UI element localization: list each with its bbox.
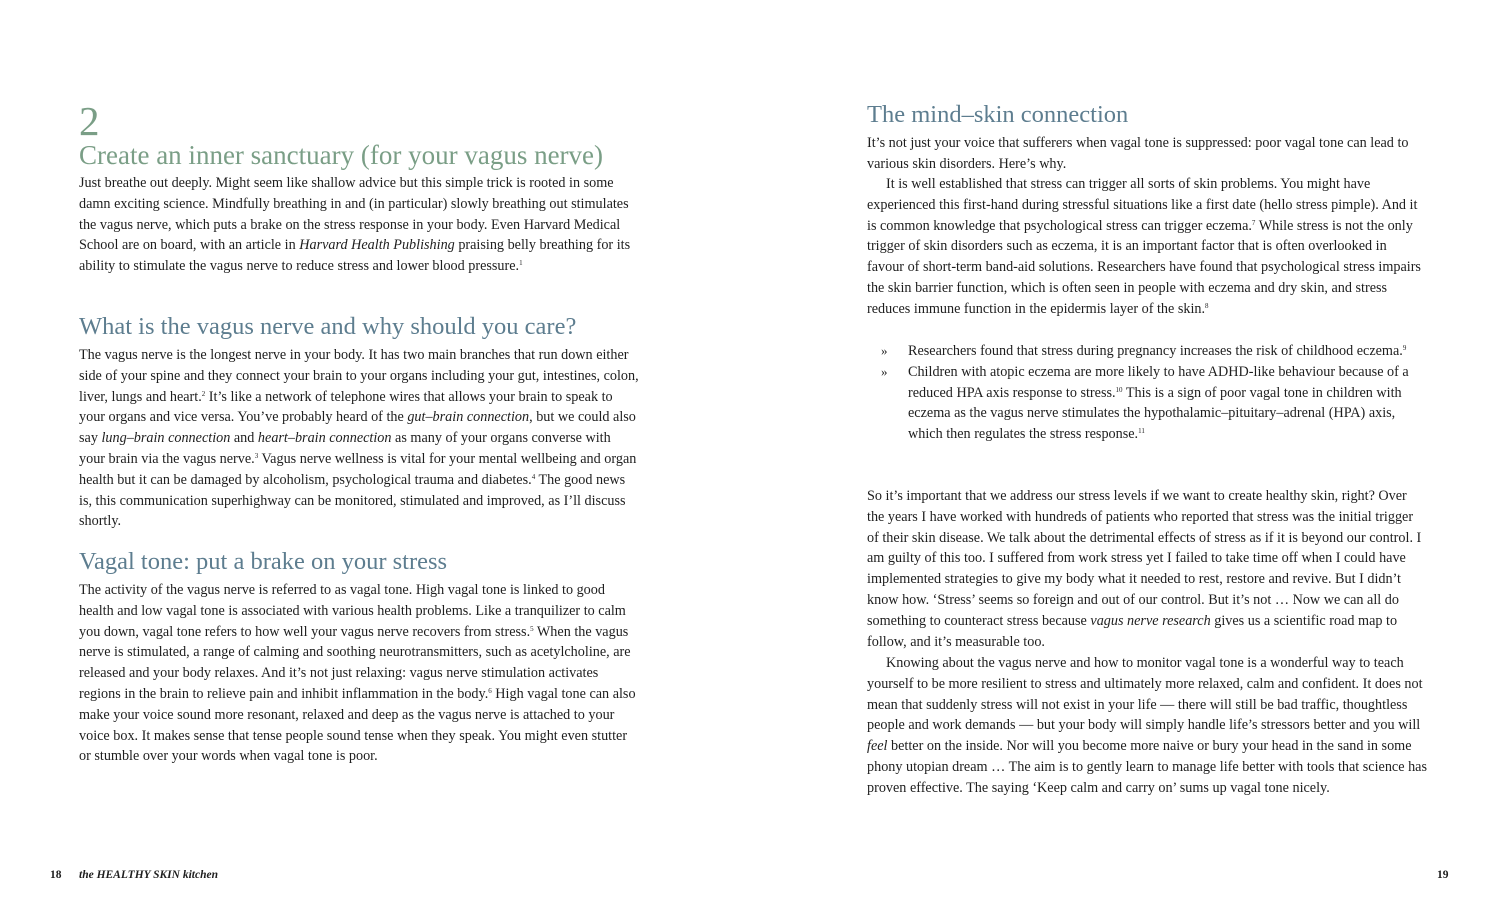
footnote-ref: 6 [488, 686, 492, 695]
footnote-ref: 10 [1115, 385, 1123, 394]
page-number-left: 18 [50, 869, 62, 881]
footnote-ref: 7 [1251, 218, 1256, 227]
section-heading-vagus-nerve: What is the vagus nerve and why should you care? [79, 313, 577, 340]
italic-text: feel [867, 738, 888, 755]
footnote-ref: 5 [530, 624, 534, 633]
mind-skin-paragraph-2: It is well established that stress can trigger all sorts of skin problems. You might have experienced this first-hand during stressful situations like a first date (hello stress pimple). And it is common knowledge that psychological stress can trigger eczema.$^7$ While stress is not the only trigger of skin disorders such as eczema, it is an important factor that is often overlooked in favour of short-term band-aid solutions. Researchers have found that psychological stress impairs the skin barrier function, which is often seen in people with eczema and dry skin, and stress reduces immune function in the epidermis layer of the skin.$^8$ [867, 176, 1421, 317]
chapter-title: Create an inner sanctuary (for your vagus nerve) [79, 140, 604, 170]
footnote-ref: 3 [254, 451, 259, 460]
section-heading-mind-skin: The mind–skin connection [867, 101, 1129, 128]
italic-text: Harvard Health Publishing [299, 237, 455, 254]
footnote-ref: 2 [201, 389, 206, 398]
mind-skin-paragraph-1: It’s not just your voice that sufferers when vagal tone is suppressed: poor vagal tone can lead to various skin disorders. Here’s why. [867, 135, 1409, 172]
section-heading-vagal-tone: Vagal tone: put a brake on your stress [79, 548, 448, 575]
bullet-text: Researchers found that stress during pregnancy increases the risk of childhood eczema.$^9$ [908, 343, 1407, 359]
footnote-ref: 4 [531, 472, 536, 481]
bullet-text: Children with atopic eczema are more likely to have ADHD-like behaviour because of a reduced HPA axis response to stress.$^{10}$ This is a sign of poor vagal tone in children with eczema as the vagus nerve stimulates the hypothalamic–pituitary–adrenal (HPA) axis, which then regulates the stress response.$^{11}$ [908, 363, 1409, 443]
vagal-tone-paragraph: The activity of the vagus nerve is referred to as vagal tone. High vagal tone is linked to good health and low vagal tone is associated with various health problems. Like a tranquilizer to calm you down, vagal tone refers to how well your vagus nerve recovers from stress.$^5$ When the vagus nerve is stimulated, a range of calming and soothing neurotransmitters, such as acetylcholine, are released and your body relaxes. And it’s not just relaxing: vagus nerve stimulation activates regions in the brain to relieve pain and inhibit inflammation in the body.$^6$ High vagal tone can also make your voice sound more resonant, relaxed and deep as the vagus nerve is attached to your voice box. It makes sense that tense people sound tense when they speak. You might even stutter or stumble over your words when vagal tone is poor. [79, 582, 636, 765]
right-page [750, 0, 1500, 923]
footnote-ref: 8 [1205, 301, 1209, 310]
footnote-ref: 1 [519, 259, 523, 268]
footnote-ref: 11 [1138, 427, 1145, 436]
page-number-right: 19 [1437, 869, 1449, 881]
list-item [867, 362, 1427, 445]
italic-text: heart–brain connection [257, 430, 392, 447]
bullet-marker: » [881, 363, 888, 379]
chapter-number: 2 [79, 98, 100, 144]
italic-text: vagus nerve research [1090, 612, 1211, 629]
list-item [867, 341, 1427, 362]
vagus-nerve-paragraph: The vagus nerve is the longest nerve in your body. It has two main branches that run down either side of your spine and they connect your brain to your organs including your gut, intestines, colon, liver, lungs and heart.$^2$ It’s like a network of telephone wires that allows your brain to speak to your organs and vice versa. You’ve probably heard of the gut–brain connection, but we could also say lung–brain connection and heart–brain connection as many of your organs converse with your brain via the vagus nerve.$^3$ Vagus nerve wellness is vital for your mental wellbeing and organ health but it can be damaged by alcoholism, psychological trauma and diabetes.$^4$ The good news is, this communication superhighway can be monitored, stimulated and improved, as I’ll discuss shortly. [79, 347, 639, 530]
research-bullet-list [867, 341, 1427, 445]
italic-text: lung–brain connection [101, 430, 231, 447]
mind-skin-paragraph-3: So it’s important that we address our stress levels if we want to create healthy skin, right? Over the years I have worked with hundreds of patients who reported that stress was the initial trigger of their skin disease. We talk about the detrimental effects of stress as if it is beyond our control. I am guilty of this too. I suffered from work stress yet I failed to take time off when I could have implemented strategies to give my body what it needed to rest, restore and revive. But I didn’t know how. ‘Stress’ seems so foreign and out of our control. But it’s not … Now we can all do something to counteract stress because vagus nerve research gives us a scientific road map to follow, and it’s measurable too. [867, 488, 1422, 650]
footnote-ref: 9 [1402, 344, 1407, 352]
intro-paragraph: Just breathe out deeply. Might seem like shallow advice but this simple trick is rooted in some damn exciting science. Mindfully breathing in and (in particular) slowly breathing out stimulates the vagus nerve, which puts a brake on the stress response in your body. Even Harvard Medical School are on board, with an article in Harvard Health Publishing praising belly breathing for its ability to stimulate the vagus nerve to reduce stress and lower blood pressure.$^1$ [79, 175, 631, 275]
italic-text: gut–brain connection [407, 409, 530, 426]
mind-skin-paragraph-4: Knowing about the vagus nerve and how to monitor vagal tone is a wonderful way to teach yourself to be more resilient to stress and ultimately more relaxed, calm and confident. It does not mean that suddenly stress will not exist in your life — there will still be bad traffic, thoughtless people and work demands — but your body will simply handle life’s stressors better and you will feel better on the inside. Nor will you become more naive or bury your head in the sand in some phony utopian dream … The aim is to gently learn to manage life better with tools that science has proven effective. The saying ‘Keep calm and carry on’ sums up vagal tone nicely. [867, 655, 1427, 796]
running-head: the HEALTHY SKIN kitchen [79, 869, 218, 881]
bullet-marker: » [881, 343, 888, 358]
